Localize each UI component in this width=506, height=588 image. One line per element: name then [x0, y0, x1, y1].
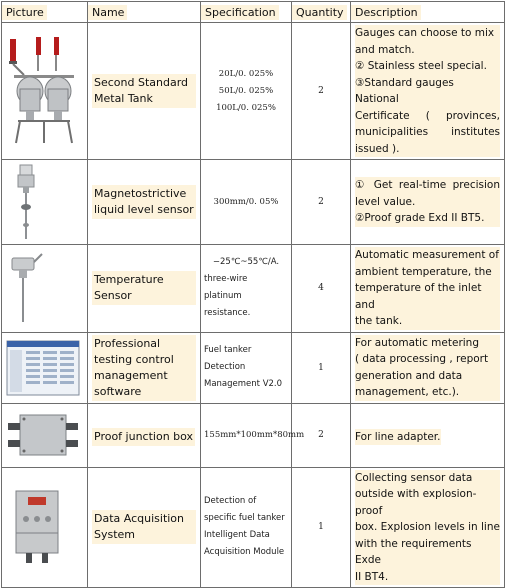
header-name — [88, 2, 201, 23]
product-name: Professional testing control management software — [92, 335, 196, 401]
header-picture — [2, 2, 88, 23]
table-header-row — [2, 2, 505, 23]
spec-line: Management V2.0 — [204, 379, 283, 389]
spec-line: 300mm/0. 05% — [213, 196, 279, 207]
table-row — [2, 160, 505, 245]
spec-cell — [201, 467, 292, 588]
spec-line: resistance. — [204, 308, 251, 319]
header-description — [351, 2, 505, 23]
spec-cell — [201, 332, 292, 403]
name-cell — [88, 23, 201, 160]
spec-cell — [201, 160, 292, 245]
header-description-label: Description — [351, 5, 421, 20]
description-line: municipalities institutes — [355, 124, 500, 141]
description-line: generation and data — [355, 368, 500, 385]
picture-cell — [2, 23, 88, 160]
quantity-cell: 1 — [292, 332, 351, 403]
header-quantity-label: Quantity — [292, 5, 347, 20]
spec-line: Fuel tanker — [204, 345, 252, 355]
description-line: Certificate ( provinces, — [355, 108, 500, 125]
quantity-cell: 2 — [292, 23, 351, 160]
header-specification-label: Specification — [201, 5, 279, 20]
product-name: Proof junction box — [92, 428, 195, 446]
spec-line: 155mm*100mm*80mm — [204, 429, 305, 440]
description-line: ambient temperature, the — [355, 264, 500, 281]
description-line: II BT4. — [355, 569, 500, 586]
description-cell — [351, 403, 505, 467]
product-name: Magnetostrictive liquid level sensor — [92, 185, 196, 219]
description-line: outside with explosion-proof — [355, 486, 500, 519]
name-cell — [88, 403, 201, 467]
description-line: ② Stainless steel special. — [355, 58, 500, 75]
spec-line: Detection — [204, 362, 246, 372]
product-name: Temperature Sensor — [92, 271, 196, 305]
picture-cell — [2, 245, 88, 333]
picture-cell — [2, 467, 88, 588]
description-line: ②Proof grade Exd II BT5. — [355, 210, 500, 227]
name-cell — [88, 160, 201, 245]
description-line: For line adapter. — [355, 429, 441, 446]
header-name-label: Name — [88, 5, 127, 20]
spec-line: specific fuel tanker — [204, 513, 285, 524]
description-cell — [351, 23, 505, 160]
quantity-cell: 1 — [292, 467, 351, 588]
spec-line: Intelligent Data — [204, 530, 270, 541]
name-cell — [88, 467, 201, 588]
description-cell — [351, 160, 505, 245]
junction-box-icon — [6, 407, 83, 463]
description-line: Gauges can choose to mix — [355, 25, 500, 42]
quantity-cell: 2 — [292, 403, 351, 467]
description-line: ③Standard gauges National — [355, 75, 500, 108]
product-name: Second Standard Metal Tank — [92, 74, 196, 108]
temperature-probe-icon — [6, 250, 83, 326]
spec-cell — [201, 403, 305, 467]
description-line: box. Explosion levels in line — [355, 519, 500, 536]
header-quantity — [292, 2, 351, 23]
table-row — [2, 245, 505, 333]
name-cell — [88, 332, 201, 403]
control-cabinet-icon — [6, 489, 83, 565]
picture-cell — [2, 332, 88, 403]
header-specification — [201, 2, 292, 23]
spec-line: three-wire — [204, 274, 248, 285]
description-line: management, etc.). — [355, 384, 500, 401]
product-name: Data Acquisition System — [92, 510, 196, 544]
header-picture-label: Picture — [2, 5, 47, 20]
spec-line: Detection of — [204, 496, 257, 507]
quantity-cell: 4 — [292, 245, 351, 333]
description-cell — [351, 245, 505, 333]
description-line: with the requirements Exde — [355, 536, 500, 569]
description-line: Automatic measurement of — [355, 247, 500, 264]
table-row — [2, 332, 505, 403]
spec-line: 20L/0. 025% — [218, 68, 274, 79]
software-screen-icon — [6, 340, 83, 396]
picture-cell — [2, 160, 88, 245]
table-row — [2, 23, 505, 160]
spec-cell — [201, 23, 292, 160]
quantity-cell: 2 — [292, 160, 351, 245]
description-line: and match. — [355, 42, 500, 59]
description-line: Collecting sensor data — [355, 470, 500, 487]
spec-line: Acquisition Module — [204, 547, 285, 558]
spec-line: −25℃~55℃/A. — [212, 257, 280, 268]
spec-line: 100L/0. 025% — [216, 102, 276, 113]
description-line: ( data processing , report — [355, 351, 500, 368]
table-row — [2, 467, 505, 588]
description-cell — [351, 332, 505, 403]
picture-cell — [2, 403, 88, 467]
table-row — [2, 403, 505, 467]
description-line: level value. — [355, 194, 500, 211]
spec-cell — [201, 245, 292, 333]
level-sensor-probe-icon — [6, 163, 83, 241]
description-line: temperature of the inlet and — [355, 280, 500, 313]
mixing-tank-pair-icon — [6, 35, 83, 147]
product-spec-table — [1, 1, 505, 588]
description-line: the tank. — [355, 313, 500, 330]
description-line: For automatic metering — [355, 335, 500, 352]
spec-line: platinum — [204, 291, 242, 302]
name-cell — [88, 245, 201, 333]
description-line: ① Get real-time precision — [355, 177, 500, 194]
description-line: issued ). — [355, 141, 500, 158]
spec-line: 50L/0. 025% — [218, 85, 274, 96]
description-cell — [351, 467, 505, 588]
